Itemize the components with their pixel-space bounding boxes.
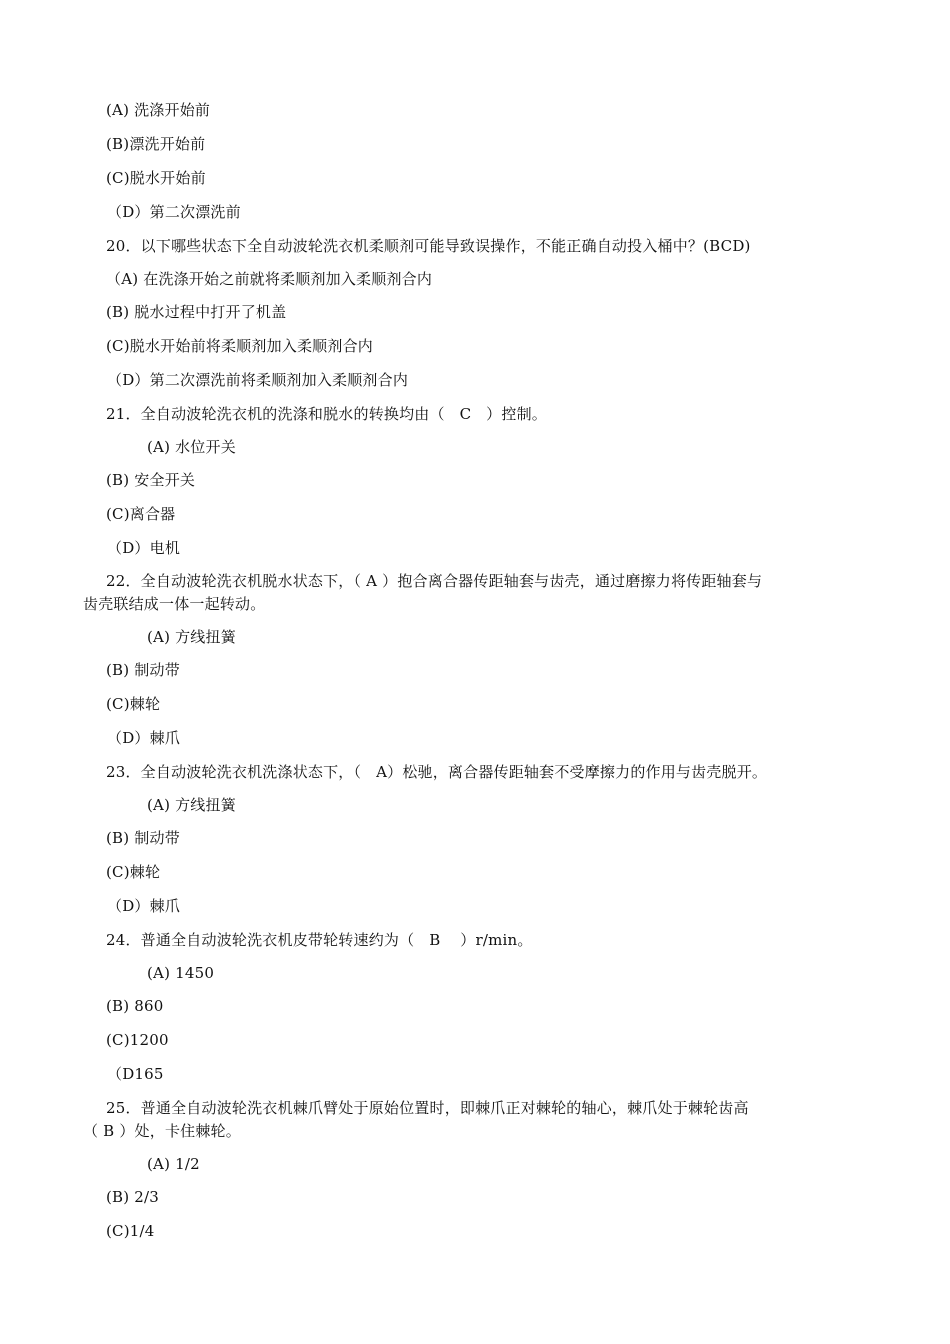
q23-option-d: （D）棘爪 (107, 897, 181, 915)
q21-option-b: (B) 安全开关 (106, 471, 196, 489)
q25-option-b: (B) 2/3 (106, 1188, 160, 1206)
q22-option-d: （D）棘爪 (107, 729, 181, 747)
question-25-continued: （ B ）处，卡住棘轮。 (83, 1122, 241, 1140)
question-25: 25．普通全自动波轮洗衣机棘爪臂处于原始位置时，即棘爪正对棘轮的轴心，棘爪处于棘轮齿高 (106, 1099, 749, 1117)
q22-option-a: (A) 方线扭簧 (147, 628, 236, 646)
q20-option-b: (B) 脱水过程中打开了机盖 (106, 303, 287, 321)
q21-option-c: (C)离合器 (106, 505, 176, 523)
q24-option-d: （D165 (107, 1065, 164, 1083)
q20-option-c: (C)脱水开始前将柔顺剂加入柔顺剂合内 (106, 337, 373, 355)
q21-option-a: (A) 水位开关 (147, 438, 236, 456)
q23-option-a: (A) 方线扭簧 (147, 796, 236, 814)
question-22-continued: 齿壳联结成一体一起转动。 (83, 595, 266, 613)
question-23: 23．全自动波轮洗衣机洗涤状态下，（ A）松驰，离合器传距轴套不受摩擦力的作用与齿壳脱开。 (106, 763, 768, 781)
q22-option-c: (C)棘轮 (106, 695, 161, 713)
q24-option-b: (B) 860 (106, 997, 164, 1015)
q22-option-b: (B) 制动带 (106, 661, 180, 679)
q19-option-d: （D）第二次漂洗前 (107, 203, 241, 221)
q21-option-d: （D）电机 (107, 539, 181, 557)
question-22: 22．全自动波轮洗衣机脱水状态下，（ A ）抱合离合器传距轴套与齿壳，通过磨擦力将传距轴套与 (106, 572, 763, 590)
q19-option-c: (C)脱水开始前 (106, 169, 206, 187)
q24-option-a: (A) 1450 (147, 964, 215, 982)
q20-option-d: （D）第二次漂洗前将柔顺剂加入柔顺剂合内 (107, 371, 409, 389)
q19-option-a: (A) 洗涤开始前 (106, 101, 211, 119)
question-21: 21．全自动波轮洗衣机的洗涤和脱水的转换均由（ C ）控制。 (106, 405, 547, 423)
q23-option-c: (C)棘轮 (106, 863, 161, 881)
q25-option-c: (C)1/4 (106, 1222, 155, 1240)
q20-option-a: （A) 在洗涤开始之前就将柔顺剂加入柔顺剂合内 (106, 270, 433, 288)
q23-option-b: (B) 制动带 (106, 829, 180, 847)
question-20: 20．以下哪些状态下全自动波轮洗衣机柔顺剂可能导致误操作，不能正确自动投入桶中？(BCD) (106, 237, 751, 255)
q25-option-a: (A) 1/2 (147, 1155, 200, 1173)
q24-option-c: (C)1200 (106, 1031, 169, 1049)
q19-option-b: (B)漂洗开始前 (106, 135, 206, 153)
question-24: 24．普通全自动波轮洗衣机皮带轮转速约为（ B ）r/min。 (106, 931, 533, 949)
